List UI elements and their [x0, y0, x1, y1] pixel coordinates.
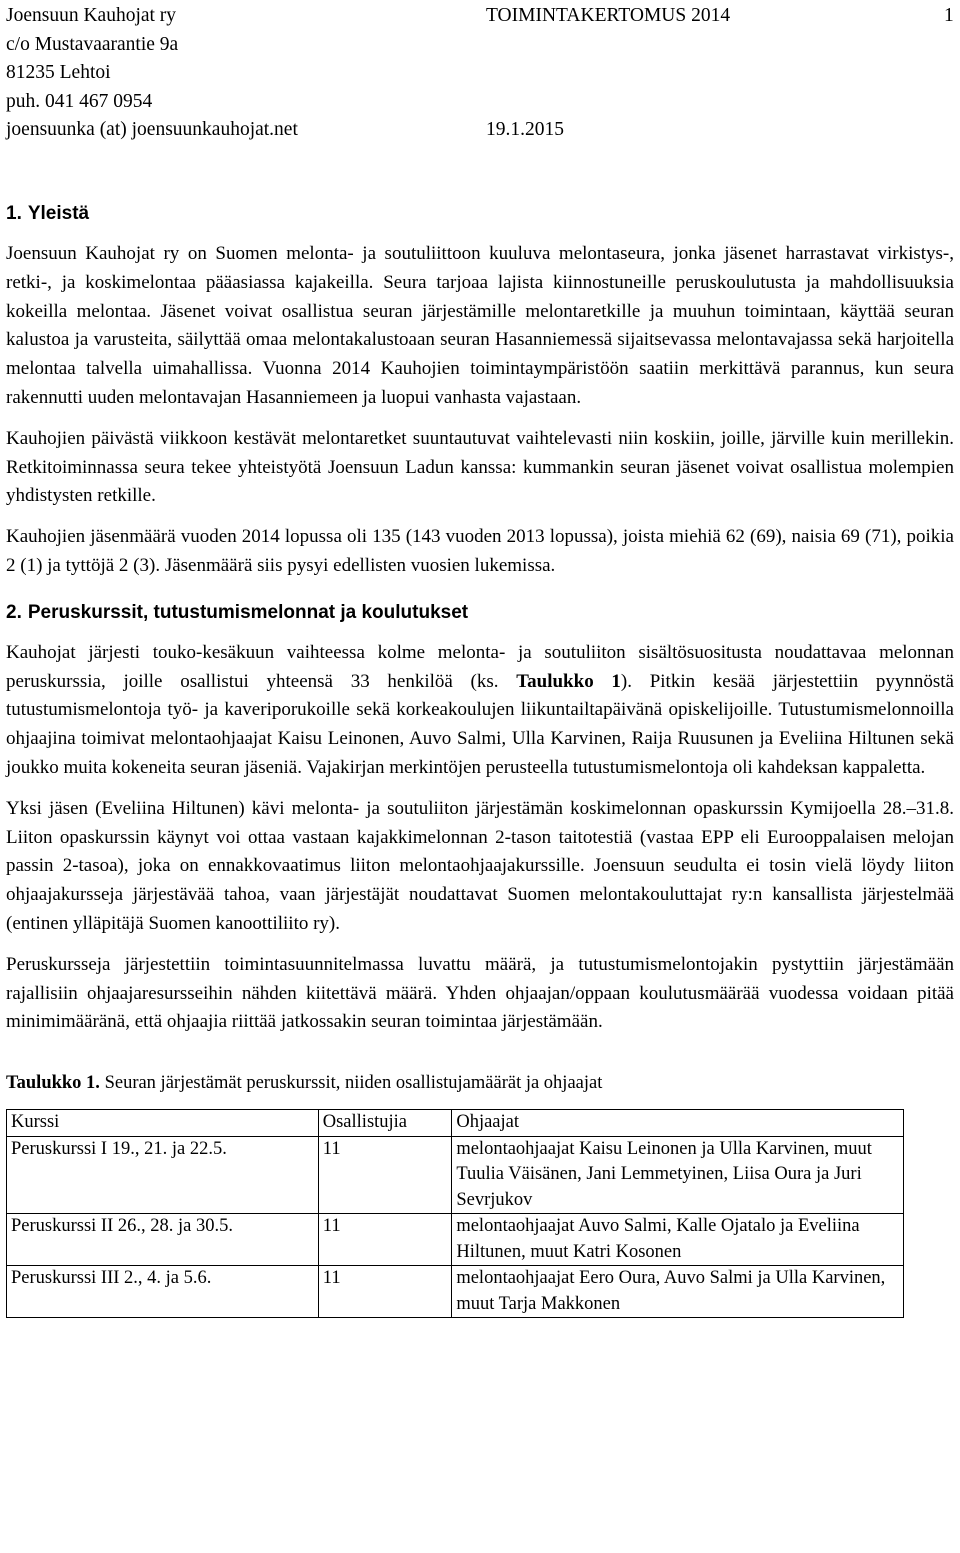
paragraph: Joensuun Kauhojat ry on Suomen melonta- ja soutuliittoon kuuluva melontaseura, jonka jäsenet harrastavat virkistys-, retki-, ja koskimelontaa pääasiassa kajakeilla. Seura tarjoaa lajista kiinnostuneille peruskoulutusta ja mahdollisuuksia kokeilla melontaa. Jäsenet voivat osallistua seuran järjestämille melontaretkille ja muuhun toimintaan, käyttää seuran kalustoa ja varusteita, säilyttää omaa melontakalustoaan seuran Hasanniemessä sijaitsevassa melontavajassa sekä harjoitella melontaa talvella uimahallissa. Vuonna 2014 Kauhojien toimintaympäristöön saatiin merkittävä parannus, kun seura rakennutti uuden melontavajan Hasanniemeen ja luopui vanhasta vajastaan. — [6, 243, 954, 408]
table-cell: 11 — [318, 1136, 452, 1214]
table-cell: Peruskurssi I 19., 21. ja 22.5. — [7, 1136, 319, 1214]
paragraph: Peruskursseja järjestettiin toimintasuunnitelmassa luvattu määrä, ja tutustumismelontojakin pystyttiin järjestämään rajallisiin ohjaajaresursseihin nähden kiitettävä määrä. Yhden ohjaajan/oppaan koulutusmäärää vuodessa voidaan pitää minimimääränä, että ohjaajia riittää jatkossakin seuran toimintaa järjestämään. — [6, 953, 954, 1033]
table-caption-label: Taulukko 1. — [6, 1073, 100, 1094]
table-cell: 11 — [318, 1266, 452, 1318]
header-cell: Ohjaajat — [452, 1110, 904, 1137]
section-title: Peruskurssit, tutustumismelonnat ja koulutukset — [27, 601, 469, 623]
document-date: 19.1.2015 — [486, 119, 564, 140]
org-email: joensuunka (at) joensuunkauhojat.net — [6, 119, 298, 140]
section-heading — [6, 599, 954, 627]
section-general — [6, 200, 954, 581]
section-number: 2. — [6, 601, 22, 623]
header-cell: Osallistujia — [318, 1110, 452, 1137]
table-reference: Taulukko 1 — [516, 670, 621, 692]
page-number: 1 — [944, 5, 954, 26]
table-cell: melontaohjaajat Kaisu Leinonen ja Ulla Karvinen, muut Tuulia Väisänen, Jani Lemmetyinen, Liisa Oura ja Juri Sevrjukov — [452, 1136, 904, 1214]
table-cell: Peruskurssi III 2., 4. ja 5.6. — [7, 1266, 319, 1318]
section-courses — [6, 599, 954, 1037]
section-title: Yleistä — [27, 203, 90, 224]
table-cell: 11 — [318, 1214, 452, 1266]
table-header-row — [7, 1110, 904, 1137]
section-number: 1. — [6, 203, 22, 224]
org-name: Joensuun Kauhojat ry — [6, 5, 177, 26]
paragraph-text: Kauhojat järjesti touko-kesäkuun vaihteessa kolme melonta- ja soutuliiton sisältösuositusta noudattavaa melonnan peruskurssia, joille osallistui yhteensä 33 henkilöä (ks. — [6, 641, 954, 692]
courses-table — [6, 1109, 904, 1318]
paragraph — [6, 639, 954, 783]
organization-address — [6, 2, 298, 145]
org-postal: 81235 Lehtoi — [6, 62, 111, 83]
document-body — [6, 200, 954, 1318]
paragraph: Kauhojien jäsenmäärä vuoden 2014 lopussa oli 135 (143 vuoden 2013 lopussa), joista miehiä 62 (69), naisia 69 (71), poikia 2 (1) ja tyttöjä 2 (3). Jäsenmäärä siis pysyi edellisten vuosien lukemissa. — [6, 526, 954, 576]
paragraph: Kauhojien päivästä viikkoon kestävät melontaretket suuntautuvat vaihtelevasti niin koskiin, joille, järville kuin merillekin. Retkitoiminnassa seura tekee yhteistyötä Joensuun Ladun kanssa: kummankin seuran jäsenet voivat osallistua molempien yhdistysten retkille. — [6, 427, 954, 507]
header-cell: Kurssi — [7, 1110, 319, 1137]
table-row — [7, 1136, 904, 1214]
org-street: c/o Mustavaarantie 9a — [6, 33, 179, 55]
table-cell: melontaohjaajat Auvo Salmi, Kalle Ojatalo ja Eveliina Hiltunen, muut Katri Kosonen — [452, 1214, 904, 1266]
org-phone: puh. 041 467 0954 — [6, 90, 153, 112]
paragraph-text: ). Pitkin kesää järjestettiin pyynnöstä tutustumismelontoja työ- ja kaveriporukoille sekä korkeakoulujen liikuntailtapäivänä opiskelijoille. Tutustumismelonnoilla ohjaajina toimivat melontaohjaajat Kaisu Leinonen, Auvo Salmi, Ulla Karvinen, Raija Ruusunen ja Eveliina Hiltunen sekä joukko muita kokeneita seuran jäseniä. Vajakirjan merkintöjen perusteella tutustumismelontoja oli kahdeksan kappaletta. — [6, 670, 954, 778]
section-heading — [6, 200, 954, 228]
table-caption — [6, 1069, 954, 1097]
table-cell: Peruskurssi II 26., 28. ja 30.5. — [7, 1214, 319, 1266]
table-row — [7, 1266, 904, 1318]
table-row — [7, 1214, 904, 1266]
table-cell: melontaohjaajat Eero Oura, Auvo Salmi ja Ulla Karvinen, muut Tarja Makkonen — [452, 1266, 904, 1318]
table-caption-text: Seuran järjestämät peruskurssit, niiden osallistujamäärät ja ohjaajat — [99, 1073, 603, 1094]
document-title: TOIMINTAKERTOMUS 2014 — [486, 5, 731, 26]
paragraph: Yksi jäsen (Eveliina Hiltunen) kävi melonta- ja soutuliiton järjestämän koskimelonnan opaskurssin Kymijoella 28.–31.8. Liiton opaskurssin käynyt voi ottaa vastaan kajakkimelonnan 2-tason taitotestiä (vastaa EPP eli Eurooppalaisen melojan passin 2-tasoa), joka on ennakkovaatimus liiton melontaohjaajakurssille. Joensuun seudulta ei tosin vielä löydy liiton ohjaajakursseja järjestävää tahoa, vaan järjestäjät noudattavat Suomen melontakouluttajat ry:n kansallista järjestelmää (entinen ylläpitäjä Suomen kanoottiliito ry). — [6, 797, 954, 934]
